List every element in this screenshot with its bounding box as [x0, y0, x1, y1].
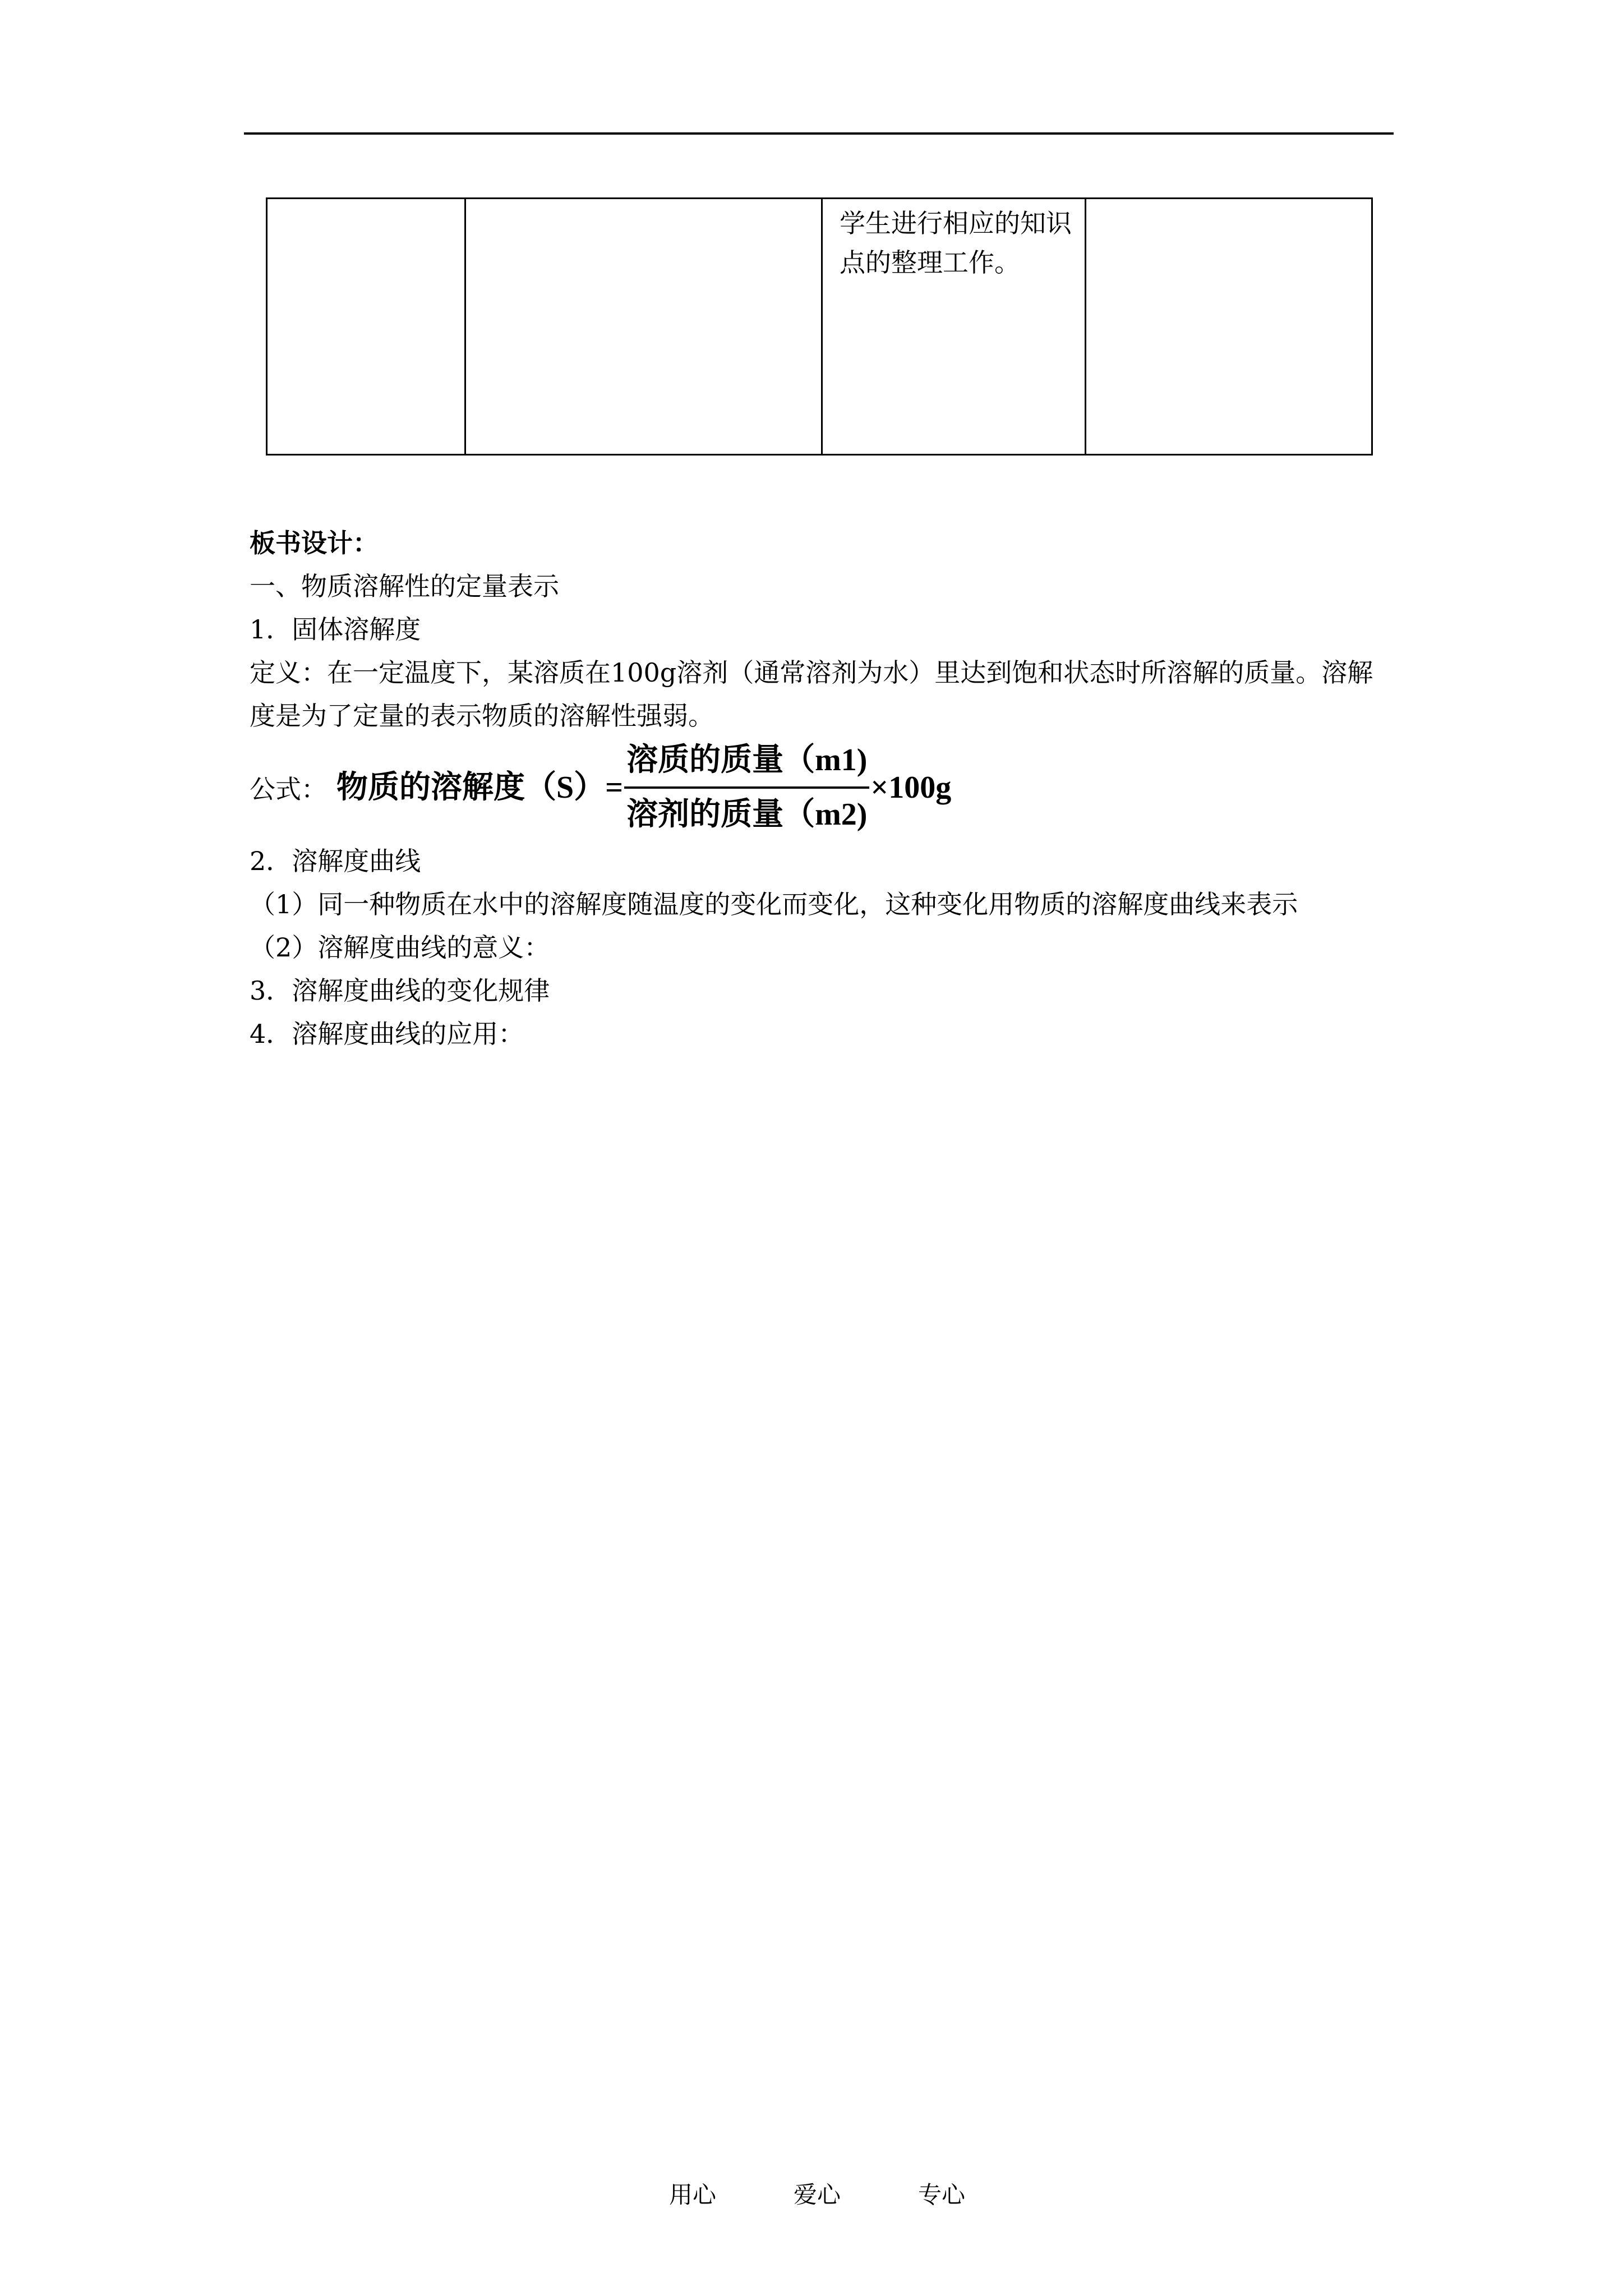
footer-item: 用心	[669, 2181, 717, 2208]
section-title: 一、物质溶解性的定量表示	[250, 571, 559, 601]
formula-denominator: 溶剂的质量（m2)	[624, 786, 869, 836]
board-design	[250, 522, 1394, 1056]
subsection-curve-rules: 3．溶解度曲线的变化规律	[250, 976, 550, 1006]
formula-lhs: 物质的溶解度（S）=	[336, 770, 624, 805]
table-row	[267, 199, 1372, 455]
formula-fraction	[624, 739, 869, 836]
formula-label: 公式：	[250, 774, 327, 804]
subsection-curve-applications: 4．溶解度曲线的应用：	[250, 1019, 524, 1049]
header-rule	[244, 132, 1394, 135]
footer-item: 专心	[918, 2181, 966, 2208]
subsection-solubility-curve: 2．溶解度曲线	[250, 846, 421, 876]
curve-point-2: （2）溶解度曲线的意义：	[250, 932, 550, 963]
lesson-table	[266, 197, 1373, 455]
formula-rhs: ×100g	[870, 770, 952, 805]
board-heading: 板书设计：	[250, 528, 379, 558]
footer-item: 爱心	[794, 2181, 841, 2208]
table-cell	[465, 199, 822, 455]
formula-numerator: 溶质的质量（m1)	[626, 743, 868, 777]
table-cell	[822, 199, 1086, 455]
table-cell	[1086, 199, 1372, 455]
table-cell	[267, 199, 465, 455]
subsection-solid-solubility: 1．固体溶解度	[250, 614, 421, 645]
curve-point-1: （1）同一种物质在水中的溶解度随温度的变化而变化，这种变化用物质的溶解度曲线来表示	[250, 889, 1298, 919]
definition-text: 定义：在一定温度下，某溶质在100g溶剂（通常溶剂为水）里达到饱和状态时所溶解的质量。溶解度是为了定量的表示物质的溶解性强弱。	[250, 657, 1373, 731]
formula-row	[250, 740, 1394, 835]
student-activity-text: 学生进行相应的知识点的整理工作。	[840, 208, 1072, 278]
solubility-formula	[336, 740, 951, 835]
